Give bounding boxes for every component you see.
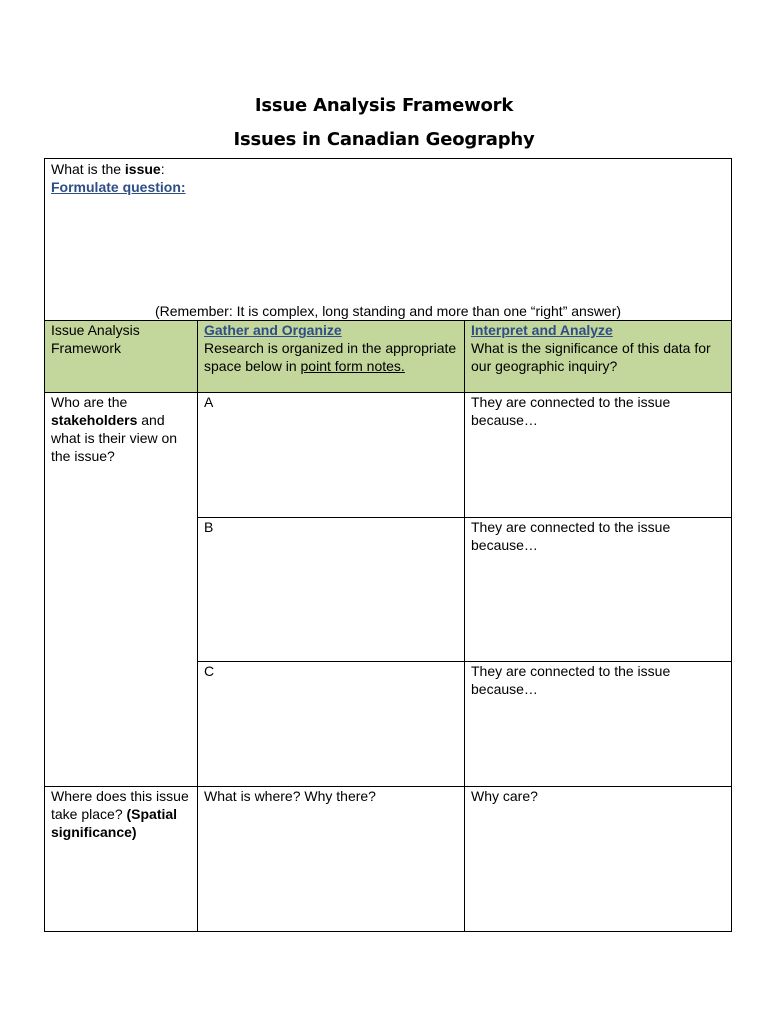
stakeholder-b-connection[interactable]: They are connected to the issue because…	[465, 518, 732, 662]
gather-organize-link[interactable]: Gather and Organize	[204, 322, 342, 338]
document-subtitle: Issues in Canadian Geography	[233, 129, 535, 150]
header-gather-organize	[198, 321, 465, 393]
stakeholder-a-connection[interactable]: They are connected to the issue because…	[465, 393, 732, 518]
remember-note: (Remember: It is complex, long standing and more than one “right” answer)	[154, 303, 622, 319]
stakeholder-c-cell[interactable]: C	[198, 662, 465, 787]
stakeholder-b-cell[interactable]: B	[198, 518, 465, 662]
analysis-table	[44, 158, 732, 932]
issue-cell[interactable]	[45, 159, 732, 321]
stakeholder-c-connection[interactable]: They are connected to the issue because…	[465, 662, 732, 787]
issue-label: What is the issue:	[51, 161, 165, 177]
point-form-notes: point form notes.	[300, 358, 405, 374]
stakeholders-label: Who are the stakeholders and what is their view on the issue?	[45, 393, 198, 787]
gather-organize-text: Research is organized in the appropriate space below in	[204, 340, 457, 374]
spatial-where-cell[interactable]: What is where? Why there?	[198, 787, 465, 932]
spatial-label: Where does this issue take place? (Spatial significance)	[45, 787, 198, 932]
interpret-analyze-text: What is the significance of this data for our geographic inquiry?	[471, 340, 711, 374]
header-interpret-analyze	[465, 321, 732, 393]
document-title: Issue Analysis Framework	[254, 95, 514, 116]
interpret-analyze-link[interactable]: Interpret and Analyze	[471, 322, 613, 338]
formulate-question-link[interactable]: Formulate question:	[51, 179, 186, 195]
spatial-why-care-cell[interactable]: Why care?	[465, 787, 732, 932]
stakeholder-a-cell[interactable]: A	[198, 393, 465, 518]
header-framework: Issue Analysis Framework	[45, 321, 198, 393]
